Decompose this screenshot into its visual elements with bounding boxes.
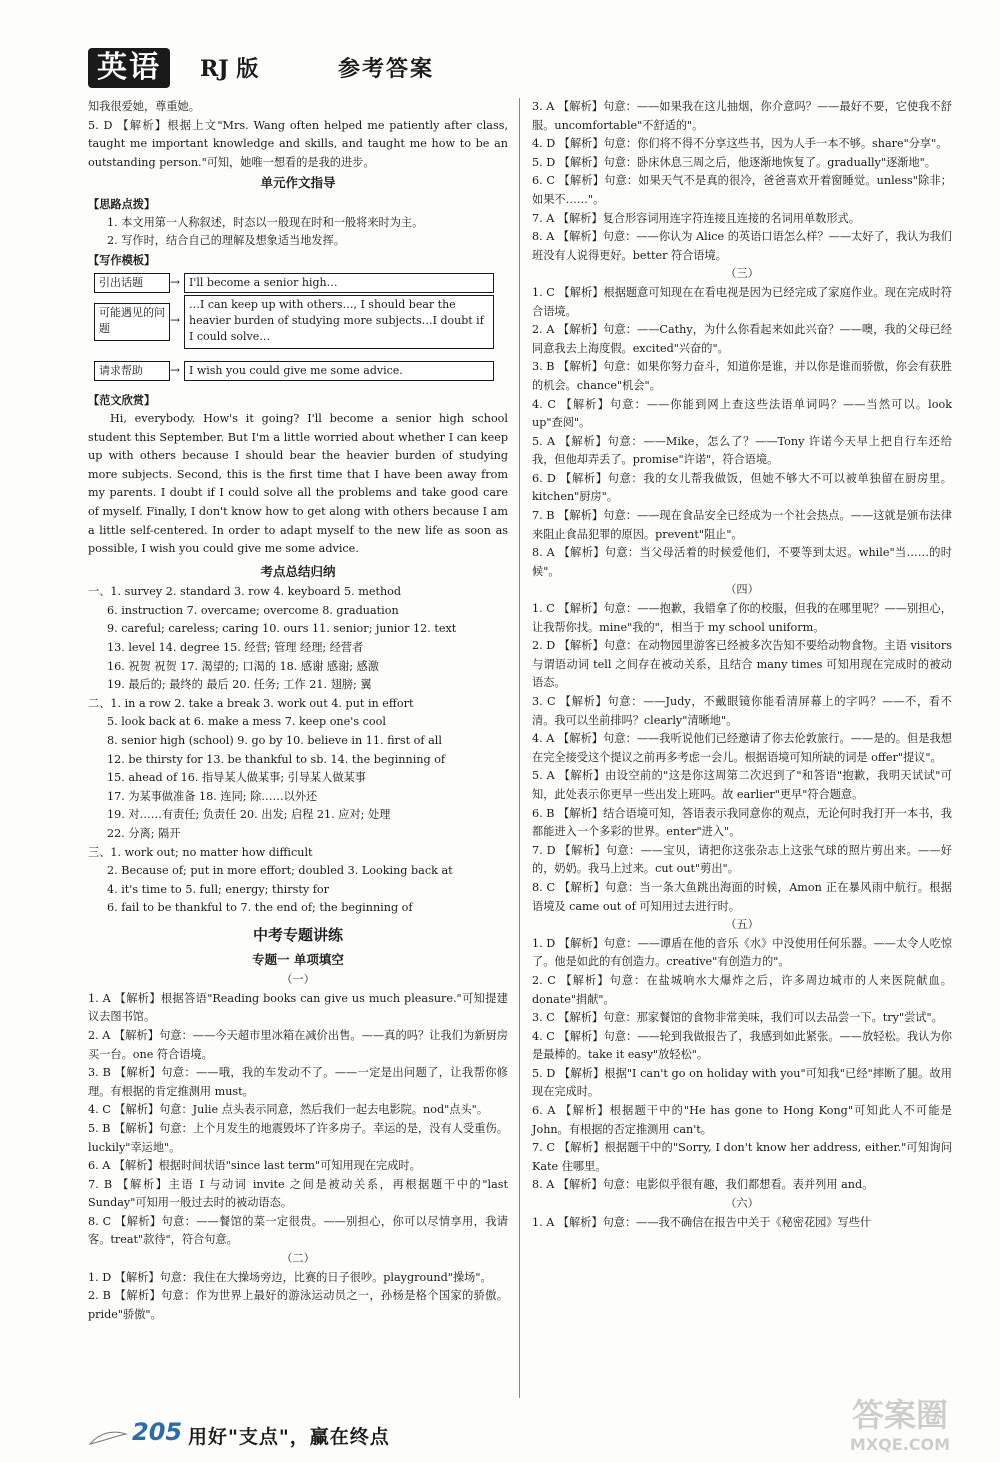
page-number: 205	[132, 1418, 183, 1446]
intro-block	[88, 98, 508, 172]
answer-line: 4. C 【解析】句意：Julie 点头表示同意，然后我们一起去电影院。nod"点头"。	[88, 1103, 489, 1117]
edition-label: RJ 版	[200, 56, 259, 82]
answer-line: 6. D 【解析】句意：我的女儿帮我做饭，但她不够大不可以被单独留在厨房里。kitchen"厨房"。	[532, 471, 952, 504]
set-title: （四）	[725, 583, 759, 597]
template-box-problems-text: …I can keep up with others…, I should bear the heavier burden of studying more subjects…I doubt if I could solve…	[184, 295, 494, 349]
set-title: （五）	[725, 918, 759, 932]
answer-line: 8. A 【解析】句意：当父母活着的时候爱他们，不要等到太迟。while"当……的时候"。	[532, 546, 952, 578]
answer-line: 9. careful; careless; caring 10. ours 11. senior; junior 12. text	[107, 622, 457, 636]
arrow-icon: →	[170, 275, 181, 290]
answer-line: 7. D 【解析】句意：——宝贝，请把你这张杂志上这张气球的照片剪出来。——好的，奶奶。我马上过来。cut out"剪出"。	[532, 843, 952, 876]
set-title: （二）	[281, 1252, 315, 1266]
answer-set	[88, 1269, 508, 1325]
sample-essay: Hi, everybody. How's it going? I'll become a senior high school student this September. But I'm a little worried about whether I can keep up with others because I should bear the heavier burden of studying more subjects. Second, this is the first time that I have been away from my parents. I doubt if I could solve all the problems and take good care of myself. Finally, I don't know how to get along with others because I am a little self-centered. In order to adapt myself to the new life as soon as possible, I wish you could give me some advice.	[88, 411, 508, 556]
answer-set	[532, 1214, 952, 1233]
answer-line: 7. A 【解析】复合形容词用连字符连接且连接的名词用单数形式。	[532, 211, 860, 225]
answer-line: 1. C 【解析】根据题意可知现在在看电视是因为已经完成了家庭作业。现在完成时符合语境。	[532, 285, 952, 318]
template-box-problems: 可能遇见的问题	[94, 303, 170, 341]
answer-line: 19. 对……有责任; 负责任 20. 出发; 启程 21. 应对; 处理	[107, 808, 391, 822]
answer-line: 8. A 【解析】句意：——你认为 Alice 的英语口语怎么样？——太好了，我认为我们班没有人说得更好。better 符合语境。	[532, 230, 952, 262]
answer-line: 2. Because of; put in more effort; doubled 3. Looking back at	[107, 864, 453, 878]
tip-item: 2. 写作时，结合自己的理解及想象适当地发挥。	[107, 234, 345, 248]
answer-line: 4. C 【解析】句意：——你能到网上查这些法语单词吗？——当然可以。look up"查阅"。	[532, 397, 952, 430]
answer-line: 4. it's time to 5. full; energy; thirsty for	[107, 882, 329, 896]
answer-line: 4. C 【解析】句意：——轮到我做报告了，我感到如此紧张。——放轻松。我认为你是最棒的。take it easy"放轻松"。	[532, 1029, 952, 1062]
sample-label: 【范文欣赏】	[88, 393, 156, 408]
answer-line: 一、1. survey 2. standard 3. row 4. keyboard 5. method	[88, 585, 402, 599]
answer-line: 6. A 【解析】根据时间状语"since last term"可知用现在完成时。	[88, 1159, 421, 1173]
answer-line: 2. B 【解析】句意：作为世界上最好的游泳运动员之一，孙杨是格个国家的骄傲。pride"骄傲"。	[88, 1289, 508, 1321]
set-title: （六）	[725, 1197, 759, 1211]
answer-line: 3. A 【解析】句意：——如果我在这儿抽烟，你介意吗？——最好不要，它使我不舒服。uncomfortable"不舒适的"。	[532, 100, 952, 132]
answer-line: 8. senior high (school) 9. go by 10. believe in 11. first of all	[107, 734, 442, 748]
feather-icon	[88, 1428, 128, 1448]
answer-line: 1. C 【解析】句意：——抱歉，我错拿了你的校服，但我的在哪里呢？——别担心，让我帮你找。mine"我的"，相当于 my school uniform。	[532, 602, 952, 634]
template-box-topic-text: I'll become a senior high…	[184, 273, 494, 293]
answer-line: 3. C 【解析】句意：——Judy，不戴眼镜你能看清屏幕上的字吗？——不，看不清。我可以坐前排吗？clearly"清晰地"。	[532, 695, 952, 727]
answer-line: 4. D 【解析】句意：你们将不得不分享这些书，因为人手一本不够。share"分享"。	[532, 137, 948, 151]
answer-line: 5. B 【解析】句意：上个月发生的地震毁坏了许多房子。幸运的是，没有人受重伤。luckily"幸运地"。	[88, 1121, 508, 1154]
answer-line: 12. be thirsty for 13. be thankful to sb. 14. the beginning of	[107, 752, 446, 766]
tip-item: 1. 本文用第一人称叙述，时态以一般现在时和一般将来时为主。	[107, 215, 424, 229]
footer-slogan: 用好"支点"，赢在终点	[188, 1426, 390, 1448]
answer-line: 5. D 【解析】根据"I can't go on holiday with you"可知我"已经"摔断了腿。故用现在完成时。	[532, 1066, 952, 1099]
answer-line: 6. B 【解析】结合语境可知，答语表示我同意你的观点，无论何时我打开一本书，我都能进入一个多彩的世界。enter"进入"。	[532, 806, 952, 839]
answer-line: 8. C 【解析】句意：——餐馆的菜一定很贵。——别担心，你可以尽情享用，我请客。treat"款待"，符合句意。	[88, 1214, 508, 1247]
svg-text:MXQE.COM: MXQE.COM	[849, 1435, 951, 1454]
answer-line: 19. 最后的; 最终的 最后 20. 任务; 工作 21. 翅膀; 翼	[107, 678, 372, 692]
arrow-icon: →	[170, 363, 181, 378]
answer-line: 1. D 【解析】句意：我住在大操场旁边，比赛的日子很吵。playground"操场"。	[88, 1270, 492, 1284]
set-title: （三）	[725, 267, 759, 281]
answer-line: 6. fail to be thankful to 7. the end of; the beginning of	[107, 901, 413, 915]
answer-line: 1. A 【解析】根据答语"Reading books can give us much pleasure."可知提建议去图书馆。	[88, 991, 508, 1024]
answer-line: 1. A 【解析】句意：——我不确信在报告中关于《秘密花园》写些什	[532, 1215, 872, 1229]
answer-line: 5. A 【解析】由设空前的"这是你这周第二次迟到了"和答语"抱歉，我明天试试"可知，此处表示你更早一些出发上班吗。故 earlier"更早"符合题意。	[532, 769, 952, 801]
template-box-help: 请求帮助	[94, 361, 170, 381]
writing-guide-title: 单元作文指导	[260, 175, 336, 191]
page-header	[88, 48, 948, 88]
answer-line: 15. ahead of 16. 指导某人做某事; 引导某人做某事	[107, 771, 366, 785]
page-title: 参考答案	[338, 56, 435, 82]
answer-line: 7. B 【解析】句意：——现在食品安全已经成为一个社会热点。——这就是颁布法律来阻止食品犯罪的原因。prevent"阻止"。	[532, 509, 952, 541]
column-divider	[519, 98, 520, 1398]
answer-line: 2. C 【解析】句意：在盐城响水大爆炸之后，许多周边城市的人来医院献血。donate"捐献"。	[532, 973, 952, 1006]
answer-line: 22. 分离; 隔开	[107, 827, 181, 840]
answer-set	[532, 284, 952, 582]
answer-set	[88, 990, 508, 1250]
answer-line: 6. instruction 7. overcame; overcome 8. graduation	[107, 603, 399, 617]
svg-text:答案圈: 答案圈	[851, 1396, 949, 1434]
arrow-icon: →	[170, 313, 181, 328]
answer-line: 三、1. work out; no matter how difficult	[88, 845, 313, 859]
answer-set	[532, 600, 952, 916]
watermark-logo	[820, 1388, 980, 1458]
answer-line: 5. D 【解析】根据上文"Mrs. Wang often helped me patiently after class, taught me important knowledge and skills, and taught me how to be an outstanding person."可知，她唯一想看的是我的进步。	[88, 118, 508, 169]
template-box-help-text: I wish you could give me some advice.	[184, 361, 494, 381]
tips-label: 【思路点拨】	[88, 196, 156, 211]
template-label: 【写作模板】	[88, 252, 156, 267]
exam-section-title: 中考专题讲练	[252, 925, 343, 944]
answer-line: 1. D 【解析】句意：——谭盾在他的音乐《水》中没使用任何乐器。——太令人吃惊了。他是如此的有创造力。creative"有创造力的"。	[532, 936, 952, 969]
answer-line: 2. A 【解析】句意：——今天超市里冰箱在减价出售。——真的吗？让我们为新厨房买一台。one 符合语境。	[88, 1028, 508, 1061]
right-column	[532, 98, 952, 1232]
answer-line: 二、1. in a row 2. take a break 3. work out 4. put in effort	[88, 696, 414, 710]
answer-line: 知我很爱她，尊重她。	[88, 100, 200, 113]
answer-line: 5. look back at 6. make a mess 7. keep one's cool	[107, 715, 386, 729]
subject-logo: 英语	[88, 48, 170, 88]
answer-line: 13. level 14. degree 15. 经营; 管理 经理; 经营者	[107, 641, 364, 655]
answer-line: 8. C 【解析】句意：当一条大鱼跳出海面的时候，Amon 正在暴风雨中航行。根据语境及 came out of 可知用过去进行时。	[532, 880, 952, 913]
answer-line: 2. A 【解析】句意：——Cathy，为什么你看起来如此兴奋？——噢，我的父母已经同意我去上海度假。excited"兴奋的"。	[532, 323, 952, 355]
left-column	[88, 98, 508, 1324]
page-footer	[88, 1418, 951, 1458]
answer-line: 6. C 【解析】句意：如果天气不是真的很冷，爸爸喜欢开着窗睡觉。unless"除非；如果不……"。	[532, 174, 952, 206]
answer-line: 2. D 【解析】句意：在动物园里游客已经被多次告知不要给动物食物。主语 visitors 与谓语动词 tell 之间存在被动关系，且结合 many times 可知用现在完成时的被动语态。	[532, 639, 952, 690]
writing-template-diagram	[94, 271, 508, 389]
answer-line: 8. A 【解析】句意：电影似乎很有趣，我们都想看。表并列用 and。	[532, 1178, 874, 1192]
answer-line: 3. B 【解析】句意：如果你努力奋斗，知道你是谁，并以你是谁而骄傲，你会有获胜的机会。chance"机会"。	[532, 360, 952, 392]
answer-line: 7. C 【解析】根据题干中的"Sorry, I don't know her address, either."可知询问 Kate 住哪里。	[532, 1141, 952, 1173]
answer-line: 3. C 【解析】句意：那家餐馆的食物非常美味，我们可以去品尝一下。try"尝试"。	[532, 1011, 943, 1025]
set-title: （一）	[281, 973, 315, 987]
answer-line: 3. B 【解析】句意：——哦，我的车发动不了。——一定是出问题了，让我帮你修理。有根据的肯定推测用 must。	[88, 1066, 508, 1098]
answer-line: 7. B 【解析】主语 I 与动词 invite 之间是被动关系，再根据题干中的"last Sunday"可知用一般过去时的被动语态。	[88, 1177, 508, 1210]
answer-set	[532, 98, 952, 265]
answer-line: 4. A 【解析】句意：——我听说他们已经邀请了你去伦敦旅行。——是的。但是我想在完全接受这个提议之前再多考虑一会儿。根据语境可知所缺的词是 offer"提议"。	[532, 732, 952, 764]
answer-line: 5. A 【解析】句意：——Mike，怎么了？——Tony 许诺今天早上把自行车还给我，但他却弄丢了。promise"许诺"，符合语境。	[532, 434, 952, 467]
summary-title: 考点总结归纳	[260, 563, 336, 579]
summary-block	[88, 583, 508, 918]
template-box-topic: 引出话题	[94, 273, 170, 293]
answer-line: 16. 祝贺 祝贺 17. 渴望的; 口渴的 18. 感谢 感谢; 感激	[107, 659, 379, 673]
answer-line: 6. A 【解析】根据题干中的"He has gone to Hong Kong"可知此人不可能是 John。有根据的否定推测用 can't。	[532, 1104, 952, 1136]
topic-title: 专题一 单项填空	[252, 951, 344, 967]
answer-set	[532, 935, 952, 1195]
answer-line: 5. D 【解析】句意：卧床休息三周之后，他逐渐地恢复了。gradually"逐渐地"。	[532, 155, 936, 169]
answer-line: 17. 为某事做准备 18. 连同; 除……以外还	[107, 789, 318, 803]
